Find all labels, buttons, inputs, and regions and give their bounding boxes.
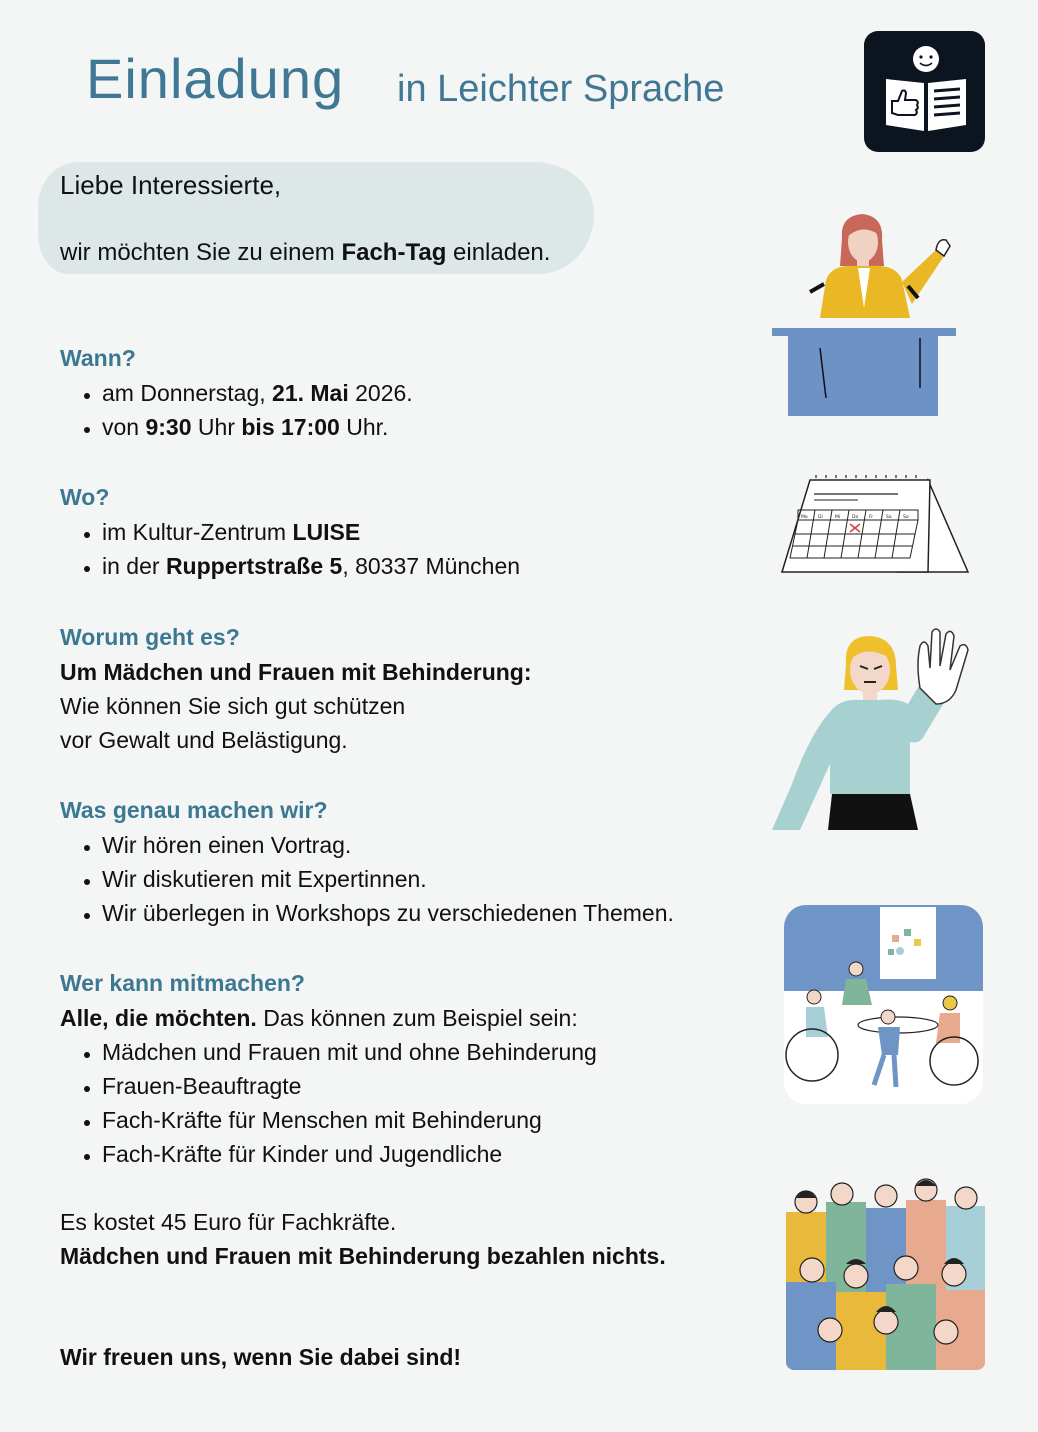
list-item: • Wir überlegen in Workshops zu verschiedenen Themen. [102,896,674,930]
list-item: • am Donnerstag, 21. Mai 2026. [102,376,413,410]
speaker-at-podium-icon [770,208,970,420]
cost-text: Es kostet 45 Euro für Fachkräfte. Mädchen und Frauen mit Behinderung bezahlen nichts. [60,1209,666,1269]
list-item: • im Kultur-Zentrum LUISE [102,515,520,549]
topic-heading: Worum geht es? [60,624,240,650]
list-item: • Wir hören einen Vortrag. [102,828,674,862]
intro-text: wir möchten Sie zu einem Fach-Tag einladen. [60,239,551,266]
calendar-day: Mi [835,515,841,520]
diverse-crowd-icon [786,1172,985,1370]
participants-heading: Wer kann mitmachen? [60,970,305,996]
where-heading: Wo? [60,484,110,510]
calendar-day: Di [818,515,823,520]
salutation: Liebe Interessierte, [60,170,282,200]
list-item: • Fach-Kräfte für Menschen mit Behinderung [102,1103,597,1137]
activities-list [60,828,674,930]
participants-list [60,1035,597,1171]
where-list [60,515,520,583]
calendar-day: Mo [801,515,808,520]
topic-text: Um Mädchen und Frauen mit Behinderung: Wie können Sie sich gut schützen vor Gewalt und Belästigung. [60,659,532,753]
stop-gesture-woman-icon [770,624,976,830]
list-item: • in der Ruppertstraße 5, 80337 München [102,549,520,583]
list-item: • Frauen-Beauftragte [102,1069,597,1103]
calendar-day: So [903,515,909,520]
page-subtitle: in Leichter Sprache [397,68,725,110]
easy-language-icon [864,31,985,152]
list-item: • Mädchen und Frauen mit und ohne Behinderung [102,1035,597,1069]
calendar-day: Fr [869,515,874,520]
list-item: • von 9:30 Uhr bis 17:00 Uhr. [102,410,413,444]
list-item: • Wir diskutieren mit Expertinnen. [102,862,674,896]
participants-intro: Alle, die möchten. Das können zum Beispiel sein: [60,1005,578,1031]
calendar-icon [778,474,972,576]
page-title: Einladung [86,47,345,110]
closing-text: Wir freuen uns, wenn Sie dabei sind! [60,1344,462,1370]
list-item: • Fach-Kräfte für Kinder und Jugendliche [102,1137,597,1171]
calendar-day: Do [852,515,859,520]
when-heading: Wann? [60,345,136,371]
activities-heading: Was genau machen wir? [60,797,328,823]
calendar-day: Sa [886,515,892,520]
when-list [60,376,413,444]
workshop-group-icon [784,905,983,1104]
